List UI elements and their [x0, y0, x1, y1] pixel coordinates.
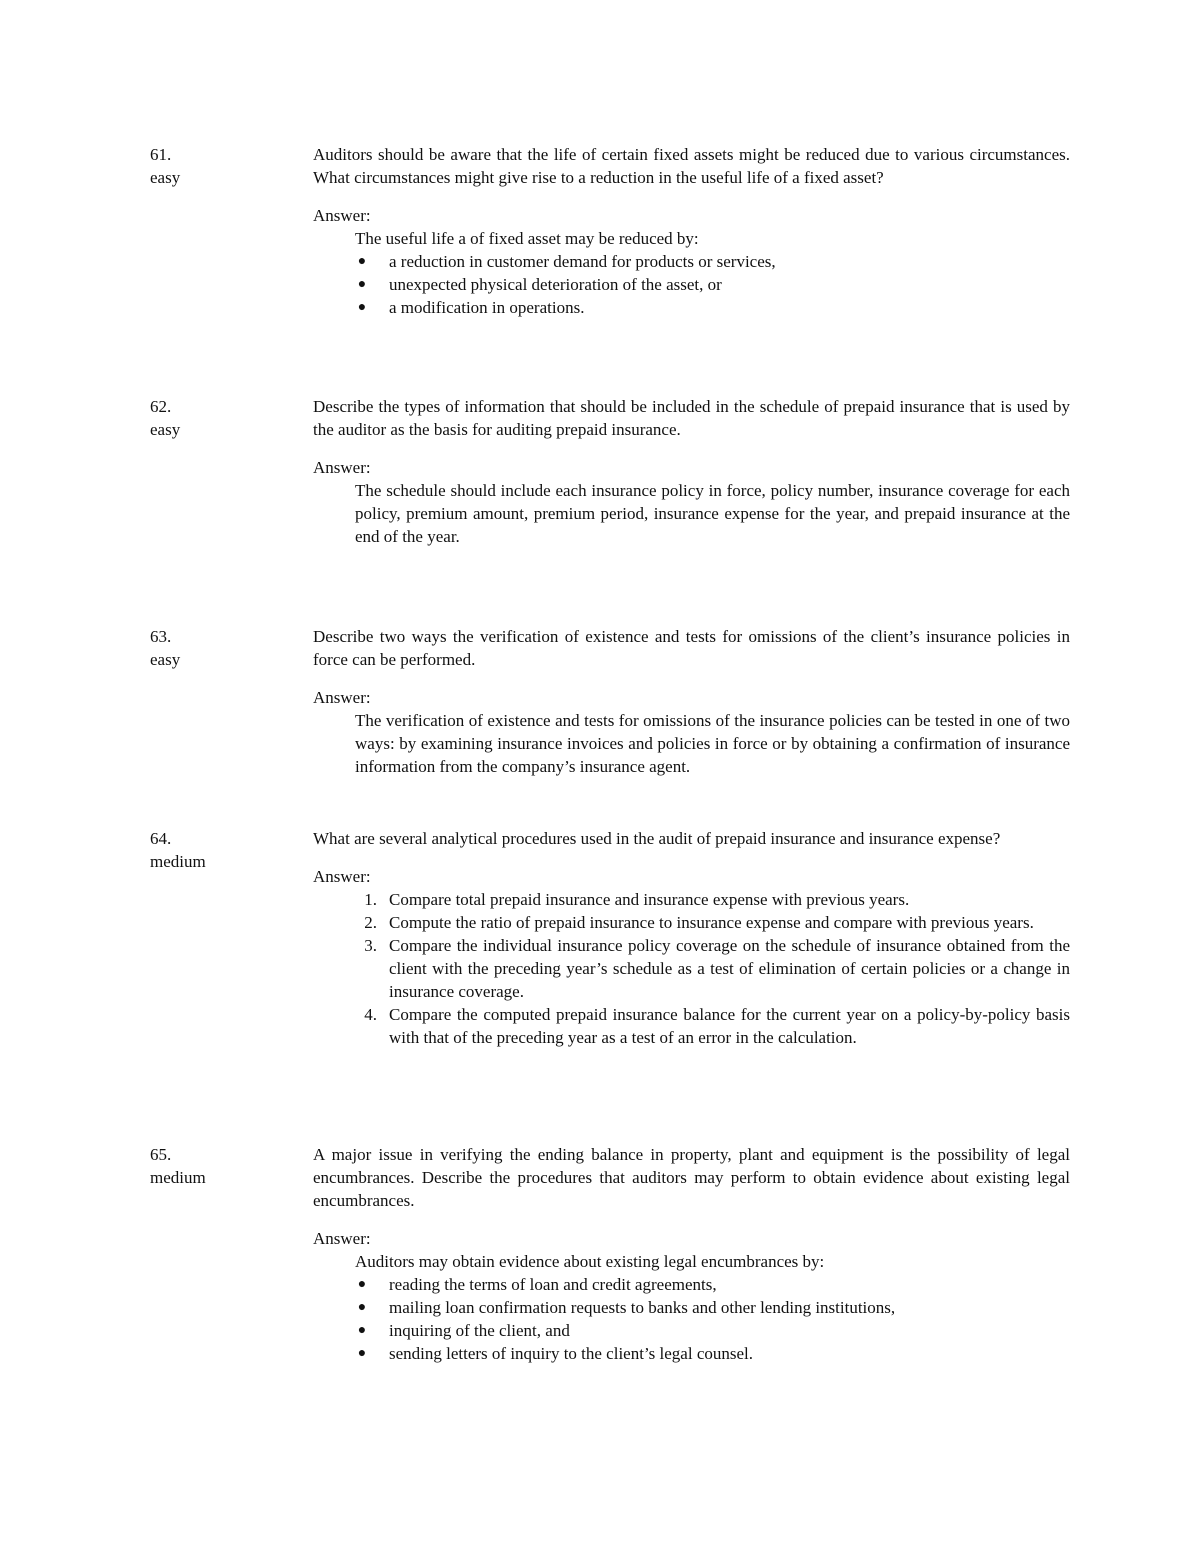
- answer-label: Answer:: [313, 1229, 371, 1248]
- answer-intro: The useful life a of fixed asset may be reduced by:: [355, 229, 699, 248]
- question-text: What are several analytical procedures used in the audit of prepaid insurance and insurance expense?: [313, 829, 1001, 848]
- list-item: [355, 1319, 1070, 1342]
- list-item: [355, 296, 1070, 319]
- list-item: [355, 911, 1070, 934]
- list-item-text: a reduction in customer demand for products or services,: [389, 252, 776, 271]
- list-item: [355, 1342, 1070, 1365]
- answer-block: [355, 479, 1070, 548]
- question-text: Auditors should be aware that the life of certain fixed assets might be reduced due to various circumstances. What circumstances might give rise to a reduction in the useful life of a fixed asset?: [313, 145, 1070, 187]
- list-item: [355, 1003, 1070, 1049]
- list-number: 2.: [364, 913, 377, 932]
- question-number: 65.: [150, 1145, 172, 1164]
- answer-label: Answer:: [313, 458, 371, 477]
- question-number: 64.: [150, 829, 172, 848]
- question-number: 62.: [150, 397, 172, 416]
- question-body: [313, 143, 1070, 319]
- answer-bullet-list: [355, 250, 1070, 319]
- list-item: [355, 888, 1070, 911]
- question-meta: [150, 143, 290, 189]
- difficulty-label: easy: [150, 168, 181, 187]
- question-body: [313, 827, 1070, 1049]
- difficulty-label: easy: [150, 420, 181, 439]
- answer-bullet-list: [355, 1273, 1070, 1365]
- question-meta: [150, 625, 290, 671]
- list-item: [355, 1296, 1070, 1319]
- list-item-text: sending letters of inquiry to the client’s legal counsel.: [389, 1344, 753, 1363]
- question-body: [313, 395, 1070, 548]
- answer-block: [355, 227, 1070, 319]
- question-body: [313, 1143, 1070, 1365]
- bullet-icon: ●: [357, 1323, 367, 1338]
- list-item-text: reading the terms of loan and credit agreements,: [389, 1275, 717, 1294]
- difficulty-label: medium: [150, 852, 206, 871]
- question-text: Describe two ways the verification of existence and tests for omissions of the client’s insurance policies in force can be performed.: [313, 627, 1070, 669]
- difficulty-label: easy: [150, 650, 181, 669]
- question-meta: [150, 827, 290, 873]
- list-item-text: inquiring of the client, and: [389, 1321, 570, 1340]
- list-item-text: unexpected physical deterioration of the asset, or: [389, 275, 722, 294]
- bullet-icon: ●: [357, 1346, 367, 1361]
- answer-text: The verification of existence and tests for omissions of the insurance policies can be tested in one of two ways: by examining insurance invoices and policies in force or by obtaining a confirmation of insurance information from the company’s insurance agent.: [355, 711, 1070, 776]
- list-item-text: mailing loan confirmation requests to banks and other lending institutions,: [389, 1298, 896, 1317]
- list-item: [355, 934, 1070, 1003]
- bullet-icon: ●: [357, 1300, 367, 1315]
- question-number: 61.: [150, 145, 172, 164]
- list-number: 1.: [364, 890, 377, 909]
- bullet-icon: ●: [357, 254, 367, 269]
- list-number: 4.: [364, 1005, 377, 1024]
- answer-block: [355, 1250, 1070, 1365]
- list-item-text: Compare the computed prepaid insurance balance for the current year on a policy-by-policy basis with that of the preceding year as a test of an error in the calculation.: [389, 1005, 1070, 1047]
- answer-intro: Auditors may obtain evidence about existing legal encumbrances by:: [355, 1252, 825, 1271]
- question-number: 63.: [150, 627, 172, 646]
- question-body: [313, 625, 1070, 778]
- list-item: [355, 1273, 1070, 1296]
- question-meta: [150, 395, 290, 441]
- answer-block: [355, 709, 1070, 778]
- answer-block: [355, 888, 1070, 1049]
- question-text: Describe the types of information that should be included in the schedule of prepaid insurance that is used by the auditor as the basis for auditing prepaid insurance.: [313, 397, 1070, 439]
- answer-text: The schedule should include each insurance policy in force, policy number, insurance coverage for each policy, premium amount, premium period, insurance expense for the year, and prepaid insurance at the end of the year.: [355, 481, 1070, 546]
- answer-label: Answer:: [313, 867, 371, 886]
- list-item-text: Compute the ratio of prepaid insurance to insurance expense and compare with previous years.: [389, 913, 1034, 932]
- list-item-text: Compare the individual insurance policy coverage on the schedule of insurance obtained from the client with the preceding year’s schedule as a test of elimination of certain policies or a change in insurance coverage.: [389, 936, 1070, 1001]
- list-item-text: a modification in operations.: [389, 298, 585, 317]
- difficulty-label: medium: [150, 1168, 206, 1187]
- bullet-icon: ●: [357, 1277, 367, 1292]
- answer-label: Answer:: [313, 206, 371, 225]
- list-item-text: Compare total prepaid insurance and insurance expense with previous years.: [389, 890, 910, 909]
- question-meta: [150, 1143, 290, 1189]
- bullet-icon: ●: [357, 300, 367, 315]
- list-number: 3.: [364, 936, 377, 955]
- list-item: [355, 273, 1070, 296]
- question-text: A major issue in verifying the ending balance in property, plant and equipment is the possibility of legal encumbrances. Describe the procedures that auditors may perform to obtain evidence about existing legal encumbrances.: [313, 1145, 1070, 1210]
- answer-label: Answer:: [313, 688, 371, 707]
- bullet-icon: ●: [357, 277, 367, 292]
- answer-numbered-list: [355, 888, 1070, 1049]
- list-item: [355, 250, 1070, 273]
